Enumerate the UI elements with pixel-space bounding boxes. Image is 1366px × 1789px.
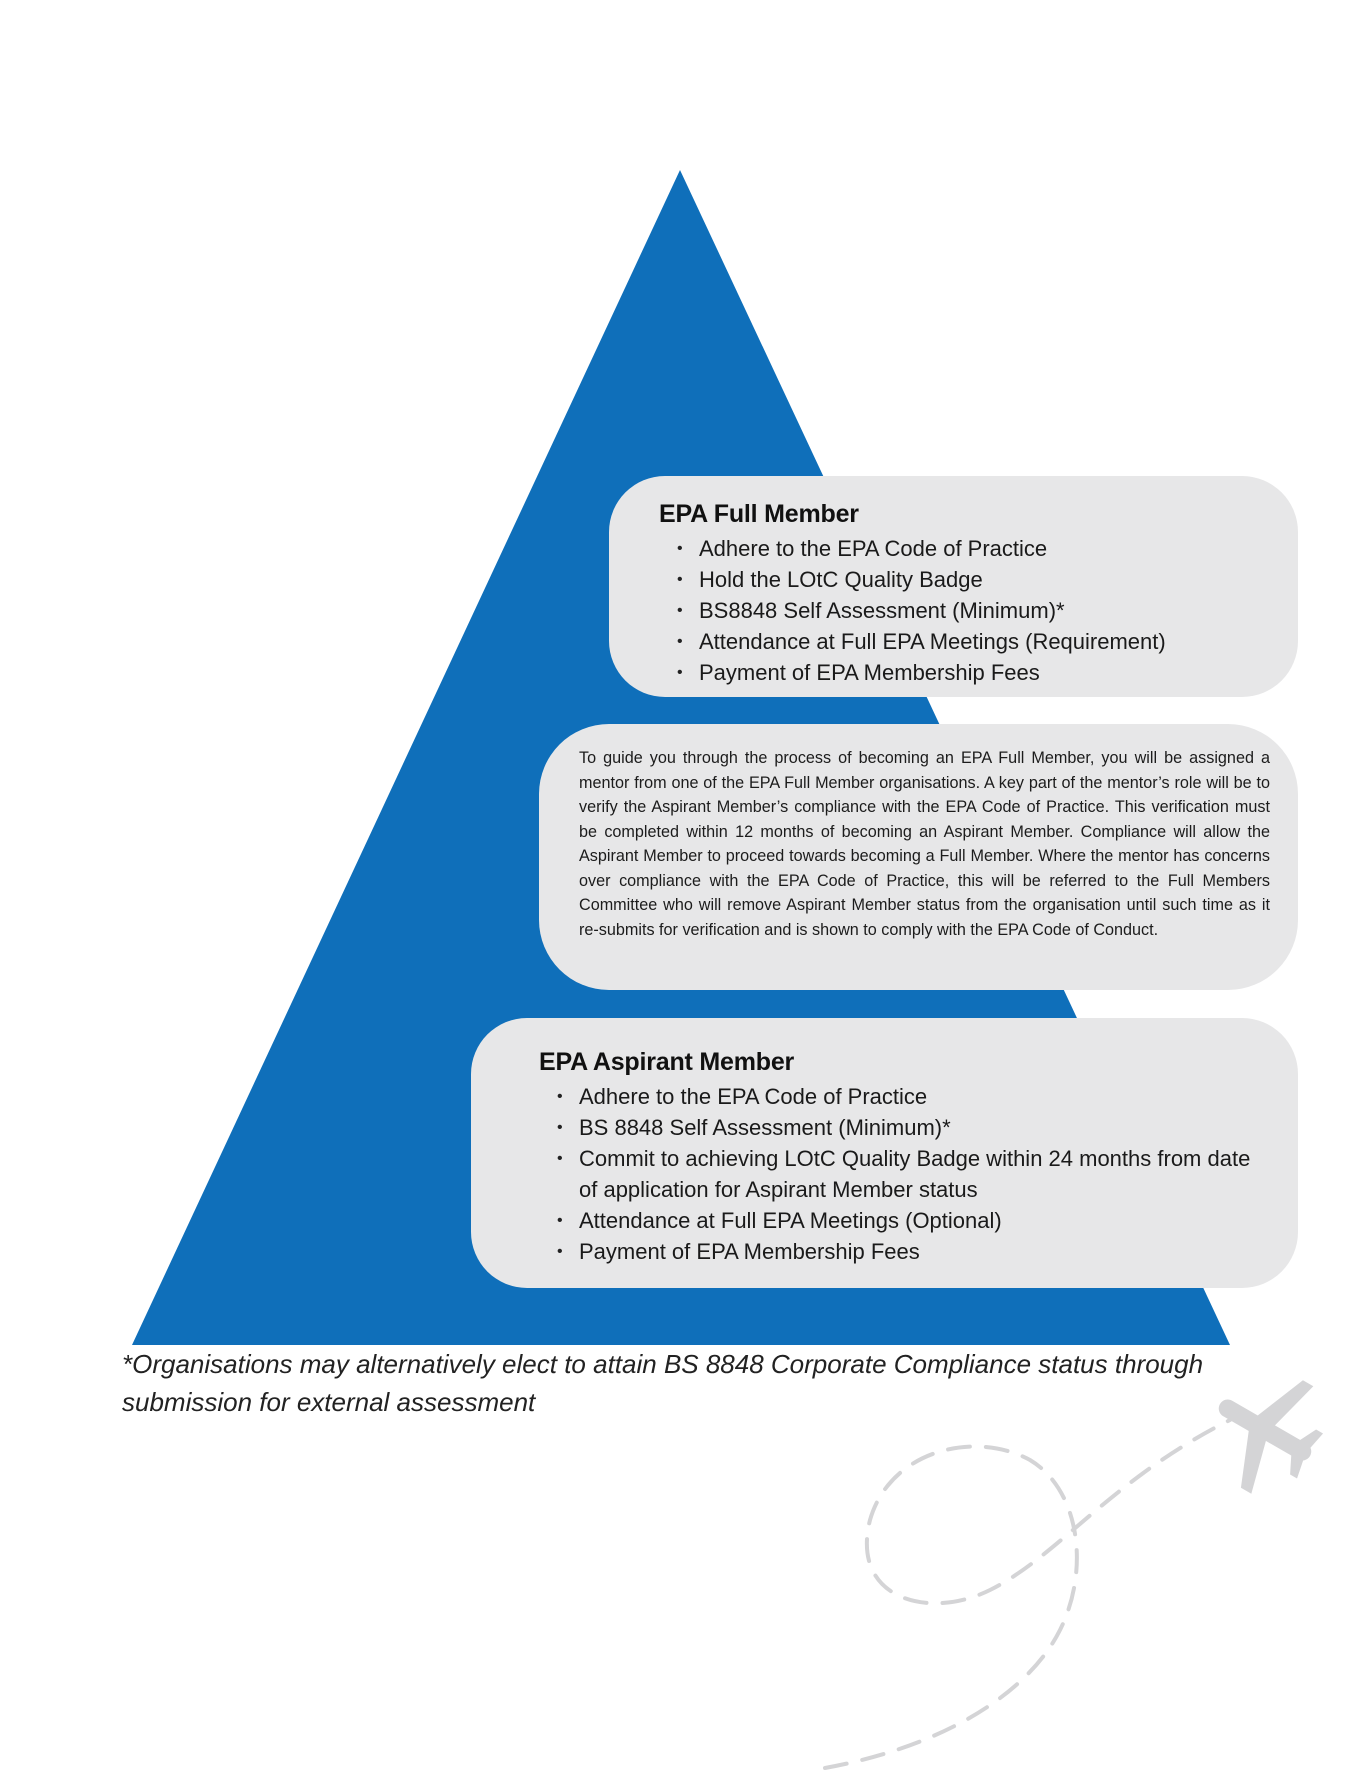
full-member-requirements [659, 533, 1258, 688]
aspirant-member-card [471, 1018, 1298, 1288]
aspirant-member-requirements [539, 1081, 1258, 1267]
aspirant-member-heading: EPA Aspirant Member [539, 1048, 795, 1076]
list-item: • Commit to achieving LOtC Quality Badge within 24 months from date of application for Aspirant Member status [579, 1143, 1258, 1205]
list-item: • Adhere to the EPA Code of Practice [699, 533, 1258, 564]
full-member-heading: EPA Full Member [659, 500, 859, 528]
list-item: • Attendance at Full EPA Meetings (Requirement) [699, 626, 1258, 657]
footnote: *Organisations may alternatively elect to attain BS 8848 Corporate Compliance status through submission for external assessment [122, 1349, 1204, 1417]
list-item: • BS 8848 Self Assessment (Minimum)* [579, 1112, 1258, 1143]
list-item: • BS8848 Self Assessment (Minimum)* [699, 595, 1258, 626]
list-item: • Attendance at Full EPA Meetings (Optional) [579, 1205, 1258, 1236]
list-item: • Payment of EPA Membership Fees [699, 657, 1258, 688]
mentor-paragraph: To guide you through the process of becoming an EPA Full Member, you will be assigned a mentor from one of the EPA Full Member organisations. A key part of the mentor’s role will be to verify the Aspirant Member’s compliance with the EPA Code of Practice. This verification must be completed within 12 months of becoming an Aspirant Member. Compliance will allow the Aspirant Member to proceed towards becoming a Full Member. Where the mentor has concerns over compliance with the EPA Code of Practice, this will be referred to the Full Members Committee who will remove Aspirant Member status from the organisation until such time as it re-submits for verification and is shown to comply with the EPA Code of Conduct. [579, 749, 1270, 939]
list-item: • Payment of EPA Membership Fees [579, 1236, 1258, 1267]
full-member-card [609, 476, 1298, 697]
mentor-card [539, 724, 1298, 990]
list-item: • Adhere to the EPA Code of Practice [579, 1081, 1258, 1112]
list-item: • Hold the LOtC Quality Badge [699, 564, 1258, 595]
